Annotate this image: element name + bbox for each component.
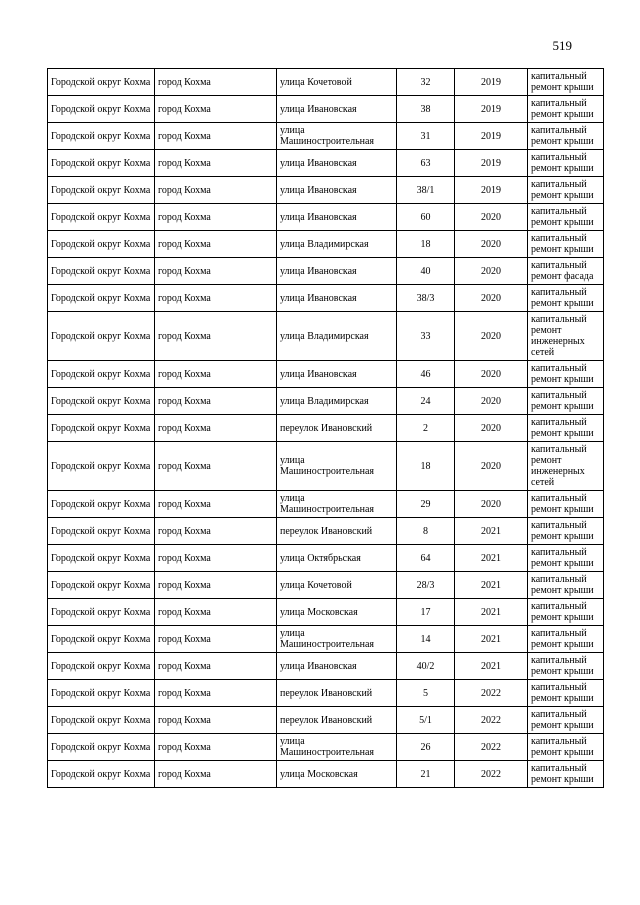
city-cell: город Кохма [155,415,277,442]
year-cell: 2020 [455,491,528,518]
city-cell: город Кохма [155,572,277,599]
city-cell: город Кохма [155,491,277,518]
year-cell: 2019 [455,177,528,204]
year-cell: 2021 [455,545,528,572]
street-cell: улица Владимирская [277,312,397,361]
work-type-cell: капитальный ремонт крыши [528,285,604,312]
table-row [48,388,604,415]
table-row [48,361,604,388]
city-cell: город Кохма [155,258,277,285]
table-row [48,231,604,258]
street-cell: улица Кочетовой [277,572,397,599]
street-cell: улица Владимирская [277,388,397,415]
house-number-cell: 63 [397,150,455,177]
work-type-cell: капитальный ремонт крыши [528,231,604,258]
work-type-cell: капитальный ремонт крыши [528,150,604,177]
district-cell: Городской округ Кохма [48,572,155,599]
year-cell: 2019 [455,96,528,123]
work-type-cell: капитальный ремонт крыши [528,123,604,150]
house-number-cell: 26 [397,734,455,761]
district-cell: Городской округ Кохма [48,258,155,285]
year-cell: 2021 [455,572,528,599]
repair-schedule-table [47,68,604,788]
year-cell: 2020 [455,415,528,442]
district-cell: Городской округ Кохма [48,388,155,415]
district-cell: Городской округ Кохма [48,761,155,788]
house-number-cell: 21 [397,761,455,788]
district-cell: Городской округ Кохма [48,123,155,150]
table-row [48,680,604,707]
street-cell: улица Московская [277,761,397,788]
district-cell: Городской округ Кохма [48,518,155,545]
district-cell: Городской округ Кохма [48,653,155,680]
table-row [48,312,604,361]
table-row [48,734,604,761]
table-body [48,69,604,788]
district-cell: Городской округ Кохма [48,361,155,388]
street-cell: переулок Ивановский [277,680,397,707]
street-cell: улица Ивановская [277,204,397,231]
page-number: 519 [552,38,572,53]
table-row [48,707,604,734]
year-cell: 2020 [455,204,528,231]
city-cell: город Кохма [155,177,277,204]
city-cell: город Кохма [155,312,277,361]
work-type-cell: капитальный ремонт крыши [528,572,604,599]
street-cell: улица Машиностроительная [277,626,397,653]
house-number-cell: 18 [397,442,455,491]
house-number-cell: 60 [397,204,455,231]
street-cell: улица Московская [277,599,397,626]
table-row [48,415,604,442]
district-cell: Городской округ Кохма [48,707,155,734]
district-cell: Городской округ Кохма [48,545,155,572]
table-row [48,545,604,572]
year-cell: 2022 [455,734,528,761]
street-cell: переулок Ивановский [277,518,397,545]
table-row [48,204,604,231]
city-cell: город Кохма [155,599,277,626]
street-cell: улица Кочетовой [277,69,397,96]
work-type-cell: капитальный ремонт крыши [528,653,604,680]
street-cell: улица Ивановская [277,258,397,285]
street-cell: улица Машиностроительная [277,123,397,150]
year-cell: 2021 [455,653,528,680]
table-row [48,626,604,653]
city-cell: город Кохма [155,69,277,96]
city-cell: город Кохма [155,545,277,572]
house-number-cell: 24 [397,388,455,415]
district-cell: Городской округ Кохма [48,312,155,361]
city-cell: город Кохма [155,518,277,545]
street-cell: переулок Ивановский [277,415,397,442]
district-cell: Городской округ Кохма [48,96,155,123]
table-row [48,491,604,518]
table-row [48,177,604,204]
city-cell: город Кохма [155,361,277,388]
work-type-cell: капитальный ремонт фасада [528,258,604,285]
work-type-cell: капитальный ремонт инженерных сетей [528,442,604,491]
house-number-cell: 38/1 [397,177,455,204]
table-row [48,599,604,626]
street-cell: улица Владимирская [277,231,397,258]
street-cell: улица Ивановская [277,285,397,312]
work-type-cell: капитальный ремонт крыши [528,734,604,761]
work-type-cell: капитальный ремонт крыши [528,415,604,442]
city-cell: город Кохма [155,761,277,788]
street-cell: улица Машиностроительная [277,491,397,518]
city-cell: город Кохма [155,96,277,123]
work-type-cell: капитальный ремонт крыши [528,96,604,123]
house-number-cell: 29 [397,491,455,518]
table-row [48,442,604,491]
work-type-cell: капитальный ремонт крыши [528,599,604,626]
district-cell: Городской округ Кохма [48,734,155,761]
city-cell: город Кохма [155,388,277,415]
year-cell: 2020 [455,361,528,388]
street-cell: улица Машиностроительная [277,442,397,491]
city-cell: город Кохма [155,204,277,231]
street-cell: улица Октябрьская [277,545,397,572]
table-row [48,572,604,599]
city-cell: город Кохма [155,285,277,312]
street-cell: улица Ивановская [277,653,397,680]
house-number-cell: 33 [397,312,455,361]
table-row [48,96,604,123]
year-cell: 2019 [455,150,528,177]
table-row [48,123,604,150]
city-cell: город Кохма [155,231,277,258]
city-cell: город Кохма [155,734,277,761]
house-number-cell: 32 [397,69,455,96]
table-row [48,518,604,545]
work-type-cell: капитальный ремонт крыши [528,69,604,96]
table-row [48,150,604,177]
house-number-cell: 64 [397,545,455,572]
work-type-cell: капитальный ремонт крыши [528,761,604,788]
table-row [48,285,604,312]
house-number-cell: 31 [397,123,455,150]
city-cell: город Кохма [155,680,277,707]
year-cell: 2022 [455,680,528,707]
house-number-cell: 8 [397,518,455,545]
work-type-cell: капитальный ремонт крыши [528,361,604,388]
street-cell: улица Машиностроительная [277,734,397,761]
district-cell: Городской округ Кохма [48,680,155,707]
city-cell: город Кохма [155,626,277,653]
table-row [48,258,604,285]
city-cell: город Кохма [155,707,277,734]
year-cell: 2020 [455,231,528,258]
work-type-cell: капитальный ремонт крыши [528,177,604,204]
work-type-cell: капитальный ремонт крыши [528,518,604,545]
district-cell: Городской округ Кохма [48,599,155,626]
street-cell: переулок Ивановский [277,707,397,734]
year-cell: 2022 [455,761,528,788]
work-type-cell: капитальный ремонт крыши [528,204,604,231]
district-cell: Городской округ Кохма [48,415,155,442]
work-type-cell: капитальный ремонт крыши [528,388,604,415]
year-cell: 2019 [455,69,528,96]
house-number-cell: 2 [397,415,455,442]
work-type-cell: капитальный ремонт инженерных сетей [528,312,604,361]
district-cell: Городской округ Кохма [48,150,155,177]
year-cell: 2020 [455,388,528,415]
house-number-cell: 40/2 [397,653,455,680]
house-number-cell: 5 [397,680,455,707]
district-cell: Городской округ Кохма [48,69,155,96]
year-cell: 2020 [455,442,528,491]
street-cell: улица Ивановская [277,150,397,177]
house-number-cell: 5/1 [397,707,455,734]
street-cell: улица Ивановская [277,177,397,204]
district-cell: Городской округ Кохма [48,285,155,312]
work-type-cell: капитальный ремонт крыши [528,626,604,653]
year-cell: 2020 [455,312,528,361]
city-cell: город Кохма [155,442,277,491]
table-row [48,69,604,96]
district-cell: Городской округ Кохма [48,491,155,518]
street-cell: улица Ивановская [277,361,397,388]
district-cell: Городской округ Кохма [48,442,155,491]
year-cell: 2020 [455,258,528,285]
city-cell: город Кохма [155,123,277,150]
district-cell: Городской округ Кохма [48,204,155,231]
house-number-cell: 18 [397,231,455,258]
work-type-cell: капитальный ремонт крыши [528,545,604,572]
city-cell: город Кохма [155,653,277,680]
house-number-cell: 46 [397,361,455,388]
table-row [48,761,604,788]
year-cell: 2021 [455,599,528,626]
house-number-cell: 40 [397,258,455,285]
year-cell: 2019 [455,123,528,150]
house-number-cell: 38/3 [397,285,455,312]
year-cell: 2020 [455,285,528,312]
district-cell: Городской округ Кохма [48,177,155,204]
house-number-cell: 38 [397,96,455,123]
year-cell: 2021 [455,626,528,653]
district-cell: Городской округ Кохма [48,231,155,258]
city-cell: город Кохма [155,150,277,177]
district-cell: Городской округ Кохма [48,626,155,653]
house-number-cell: 14 [397,626,455,653]
work-type-cell: капитальный ремонт крыши [528,680,604,707]
work-type-cell: капитальный ремонт крыши [528,491,604,518]
house-number-cell: 17 [397,599,455,626]
year-cell: 2022 [455,707,528,734]
table-row [48,653,604,680]
year-cell: 2021 [455,518,528,545]
work-type-cell: капитальный ремонт крыши [528,707,604,734]
house-number-cell: 28/3 [397,572,455,599]
street-cell: улица Ивановская [277,96,397,123]
